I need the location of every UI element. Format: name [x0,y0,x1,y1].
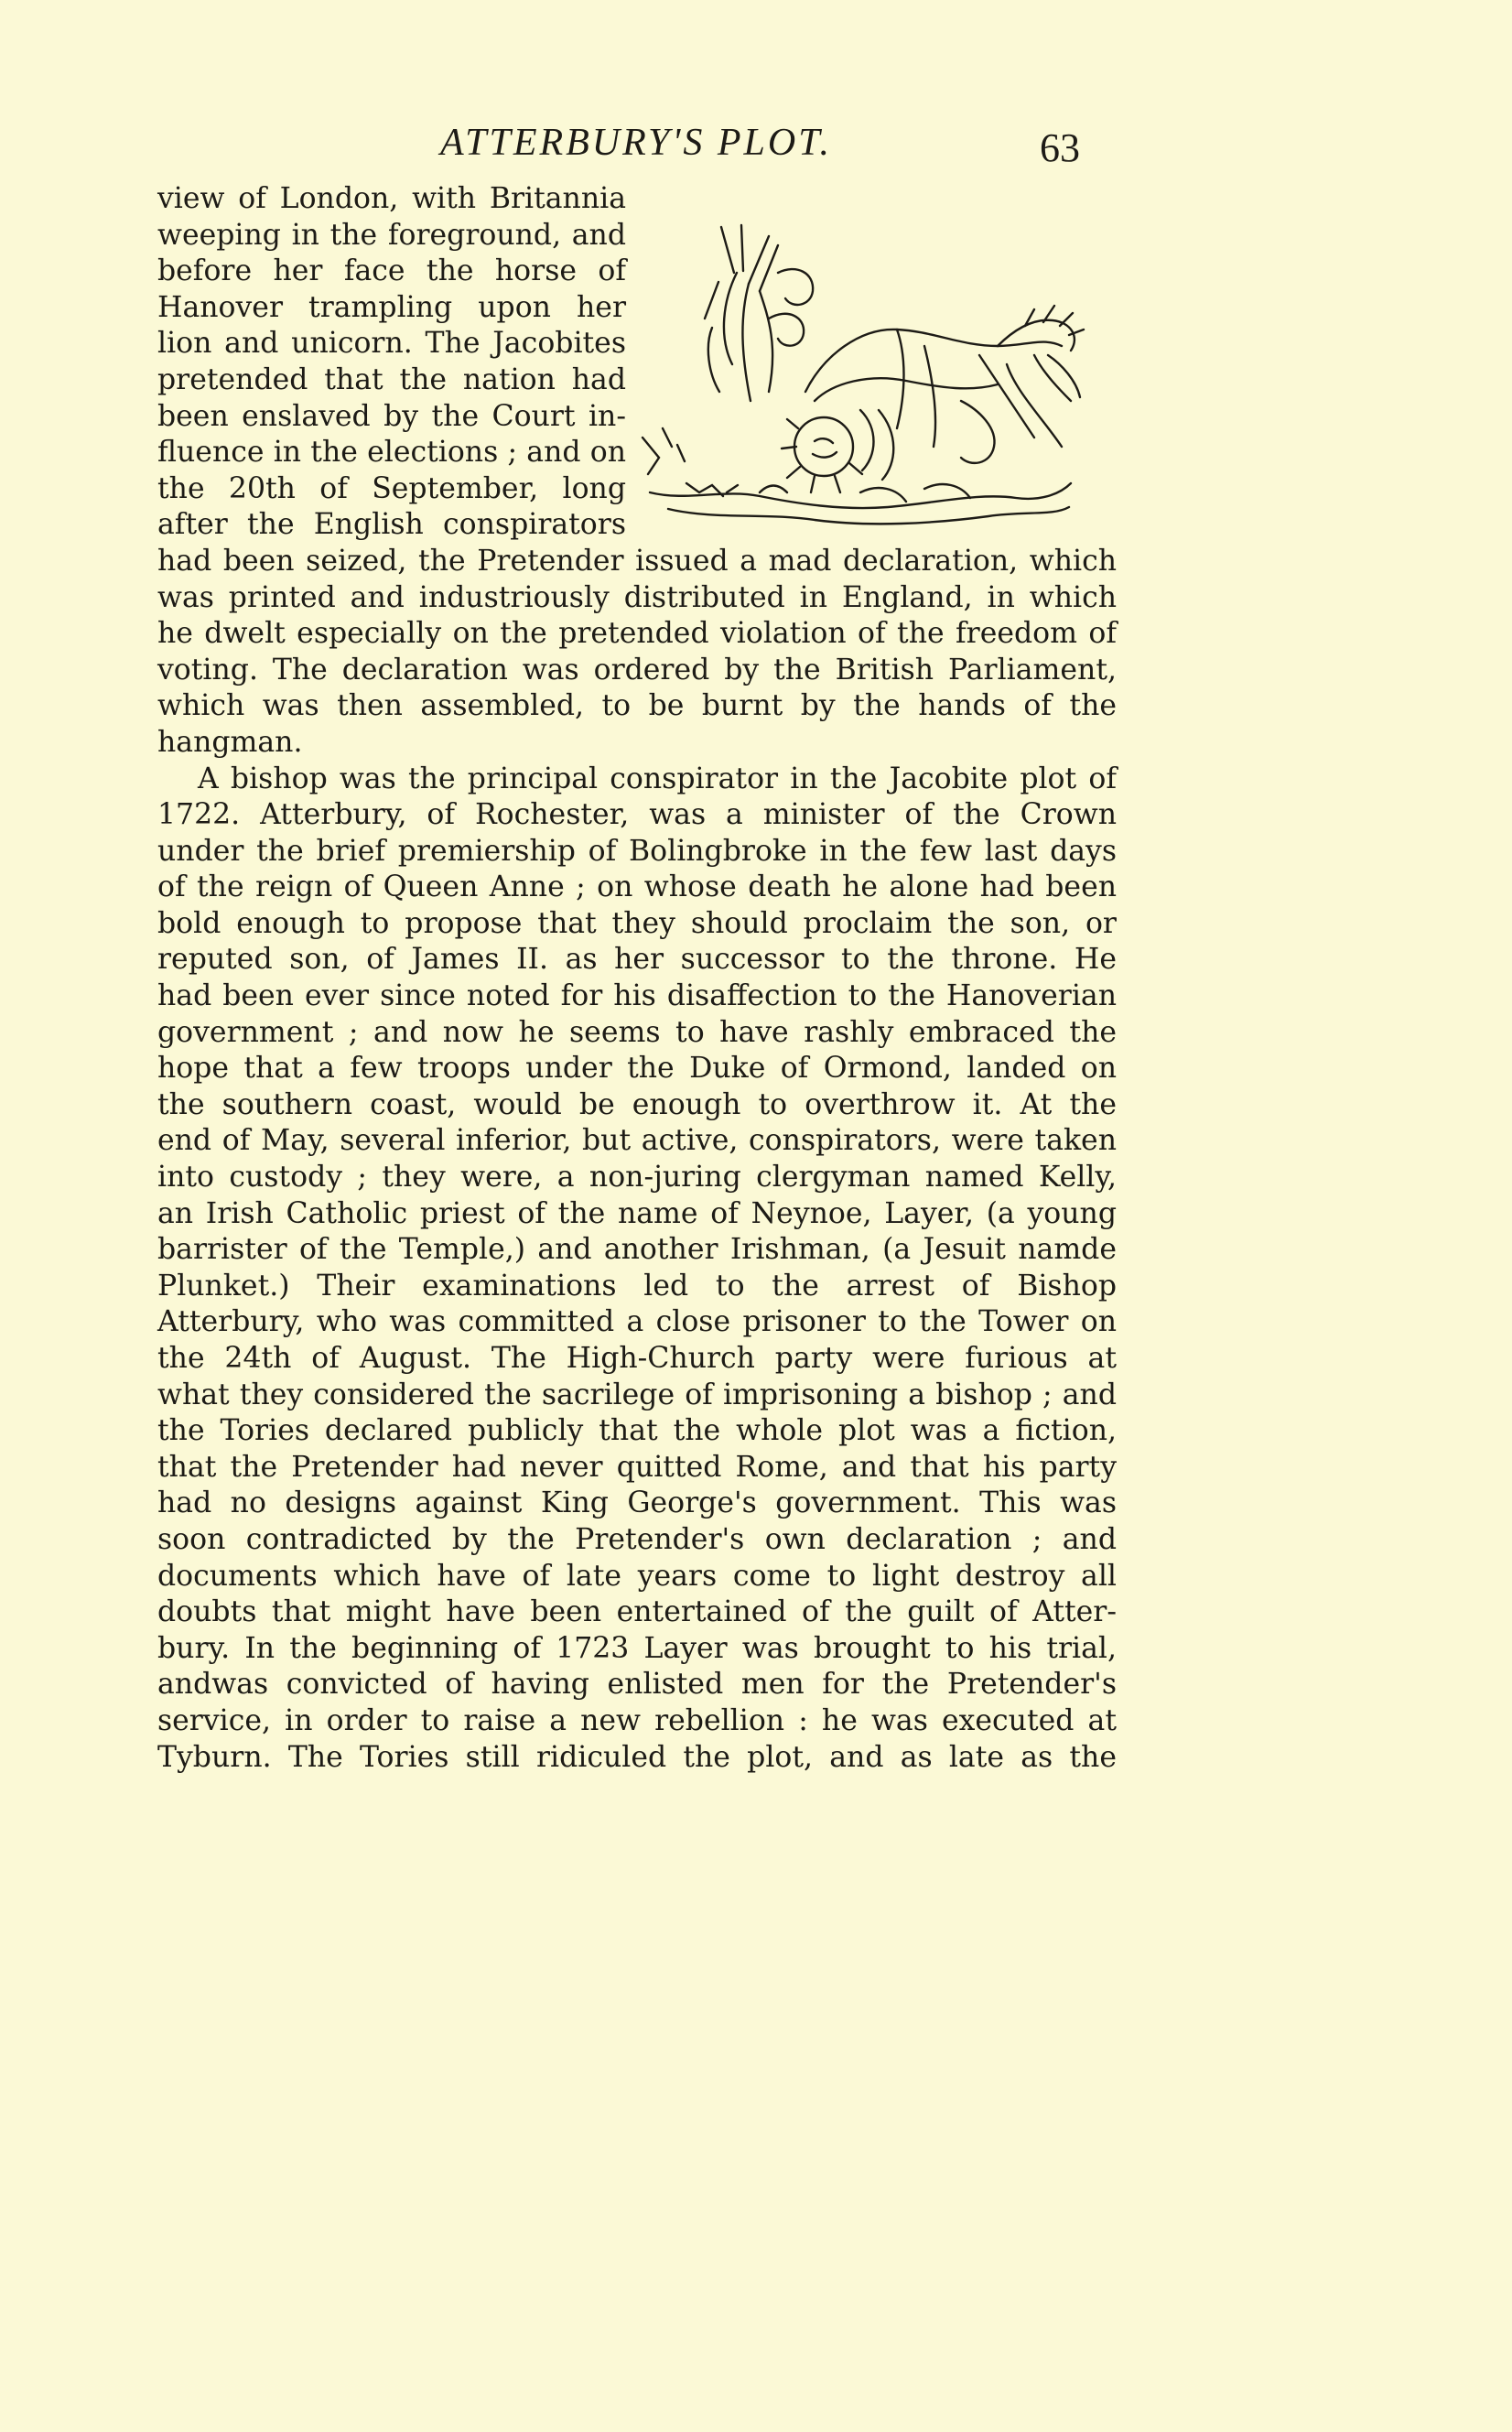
text-line: lion and unicorn. The Jacobites [157,327,626,361]
text-line: pretended that the nation had [157,362,626,396]
text-line: voting. The declaration was ordered by the British Parliament, [157,653,1117,686]
text-line: doubts that might have been entertained of the guilt of Atter- [157,1595,1117,1629]
text-line: end of May, several inferior, but active, conspirators, were taken [157,1124,1117,1158]
text-line: bury. In the beginning of 1723 Layer was brought to his trial, [157,1631,1117,1665]
text-line: the 24th of August. The High-Church party were furious at [157,1342,1117,1375]
text-line: what they considered the sacrilege of imprisoning a bishop ; and [157,1378,1117,1411]
text-line: which was then assembled, to be burnt by the hands of the [157,689,1117,723]
text-line: into custody ; they were, a non-juring clergyman named Kelly, [157,1161,1117,1194]
text-line: after the English conspirators [157,508,626,542]
text-line: had no designs against King George's government. This was [157,1486,1117,1520]
text-line: soon contradicted by the Pretender's own declaration ; and [157,1522,1117,1556]
paragraph [157,181,1117,762]
text-line: 1722. Atterbury, of Rochester, was a minister of the Crown [157,798,1117,832]
text-line: was printed and industriously distributed in England, in which [157,580,1117,614]
text-line: the southern coast, would be enough to overthrow it. At the [157,1087,1117,1121]
paragraph [157,762,1117,1777]
text-line: fluence in the elections ; and on [157,436,626,470]
text-line: Plunket.) Their examinations led to the arrest of Bishop [157,1269,1117,1302]
text-line: view of London, with Britannia [157,182,626,215]
text-line: andwas convicted of having enlisted men for the Pretender's [157,1668,1117,1702]
text-line: the 20th of September, long [157,471,626,505]
text-line: Hanover trampling upon her [157,290,626,324]
body-text [157,181,1117,1776]
text-line: service, in order to raise a new rebellion : he was executed at [157,1703,1117,1737]
text-line: an Irish Catholic priest of the name of Neynoe, Layer, (a young [157,1196,1117,1230]
text-line: under the brief premiership of Bolingbroke in the few last days [157,834,1117,868]
text-line: before her face the horse of [157,254,626,288]
text-line: barrister of the Temple,) and another Irishman, (a Jesuit namde [157,1233,1117,1267]
text-line: Tyburn. The Tories still ridiculed the plot, and as late as the [157,1740,1117,1774]
text-line: he dwelt especially on the pretended violation of the freedom of [157,617,1117,651]
text-line: had been ever since noted for his disaffection to the Hanoverian [157,979,1117,1013]
text-line: A bishop was the principal conspirator in the Jacobite plot of [198,762,1117,795]
text-line: of the reign of Queen Anne ; on whose death he alone had been [157,870,1117,904]
text-line: that the Pretender had never quitted Rome, and that his party [157,1450,1117,1484]
text-line: reputed son, of James II. as her successor to the throne. He [157,943,1117,977]
text-line: Atterbury, who was committed a close prisoner to the Tower on [157,1305,1117,1339]
text-line: documents which have of late years come to light destroy all [157,1559,1117,1593]
text-line: bold enough to propose that they should proclaim the son, or [157,906,1117,940]
text-line: government ; and now he seems to have rashly embraced the [157,1015,1117,1049]
text-line: hope that a few troops under the Duke of Ormond, landed on [157,1052,1117,1086]
running-title: ATTERBURY'S PLOT. [440,122,832,164]
text-line: had been seized, the Pretender issued a mad declaration, which [157,544,1117,578]
text-line: been enslaved by the Court in- [157,399,626,433]
text-line: hangman. [157,725,303,759]
page-number: 63 [1040,125,1080,170]
text-line: weeping in the foreground, and [157,218,626,252]
text-line: the Tories declared publicly that the whole plot was a fiction, [157,1414,1117,1448]
